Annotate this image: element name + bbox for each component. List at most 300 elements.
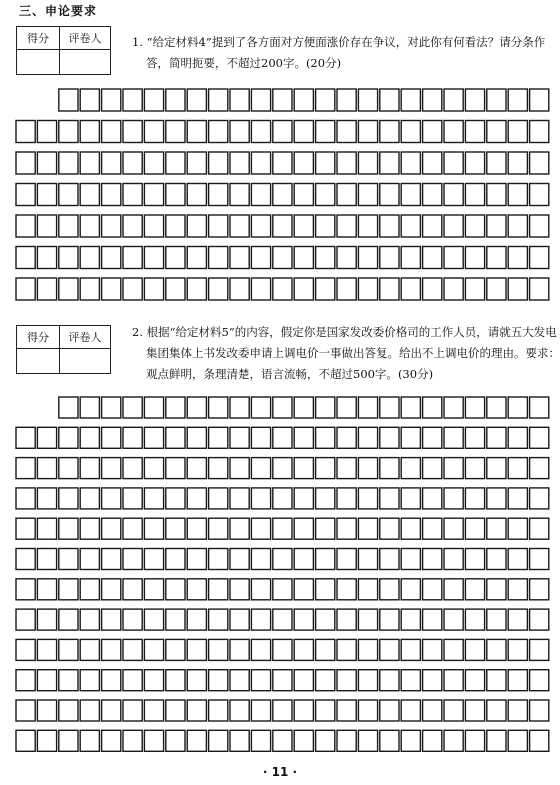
answer-cell[interactable] — [465, 89, 484, 111]
answer-cell[interactable] — [530, 579, 549, 600]
answer-cell[interactable] — [487, 670, 506, 691]
answer-cell[interactable] — [144, 730, 163, 751]
answer-cell[interactable] — [273, 215, 292, 237]
answer-cell[interactable] — [465, 215, 484, 237]
answer-cell[interactable] — [123, 152, 142, 174]
answer-cell[interactable] — [251, 518, 270, 539]
answer-cell[interactable] — [16, 579, 35, 600]
answer-cell[interactable] — [316, 278, 335, 300]
answer-cell[interactable] — [166, 579, 185, 600]
answer-cell[interactable] — [251, 730, 270, 751]
answer-cell[interactable] — [316, 121, 335, 143]
answer-cell[interactable] — [337, 152, 356, 174]
answer-cell[interactable] — [273, 609, 292, 630]
answer-cell[interactable] — [423, 247, 442, 269]
answer-cell[interactable] — [380, 427, 399, 448]
answer-cell[interactable] — [209, 609, 228, 630]
answer-cell[interactable] — [530, 278, 549, 300]
answer-cell[interactable] — [251, 215, 270, 237]
answer-cell[interactable] — [187, 397, 206, 418]
answer-cell[interactable] — [123, 549, 142, 570]
answer-cell[interactable] — [444, 579, 463, 600]
answer-cell[interactable] — [508, 121, 527, 143]
answer-cell[interactable] — [37, 278, 56, 300]
answer-cell[interactable] — [251, 278, 270, 300]
answer-cell[interactable] — [37, 639, 56, 660]
answer-cell[interactable] — [465, 247, 484, 269]
answer-cell[interactable] — [16, 121, 35, 143]
answer-cell[interactable] — [316, 670, 335, 691]
answer-cell[interactable] — [123, 397, 142, 418]
answer-cell[interactable] — [251, 89, 270, 111]
answer-cell[interactable] — [209, 247, 228, 269]
answer-cell[interactable] — [37, 730, 56, 751]
answer-cell[interactable] — [144, 639, 163, 660]
answer-cell[interactable] — [423, 397, 442, 418]
answer-cell[interactable] — [123, 488, 142, 509]
answer-cell[interactable] — [380, 121, 399, 143]
answer-cell[interactable] — [59, 427, 78, 448]
answer-cell[interactable] — [230, 639, 249, 660]
answer-cell[interactable] — [380, 730, 399, 751]
answer-cell[interactable] — [273, 427, 292, 448]
answer-cell[interactable] — [401, 730, 420, 751]
answer-cell[interactable] — [273, 458, 292, 479]
answer-cell[interactable] — [508, 488, 527, 509]
answer-cell[interactable] — [465, 579, 484, 600]
answer-cell[interactable] — [487, 121, 506, 143]
answer-cell[interactable] — [465, 639, 484, 660]
answer-cell[interactable] — [16, 215, 35, 237]
answer-cell[interactable] — [337, 427, 356, 448]
answer-cell[interactable] — [294, 549, 313, 570]
answer-cell[interactable] — [508, 518, 527, 539]
answer-cell[interactable] — [444, 397, 463, 418]
answer-cell[interactable] — [487, 579, 506, 600]
answer-cell[interactable] — [166, 670, 185, 691]
answer-cell[interactable] — [209, 730, 228, 751]
answer-cell[interactable] — [487, 215, 506, 237]
answer-cell[interactable] — [508, 278, 527, 300]
answer-cell[interactable] — [123, 89, 142, 111]
answer-cell[interactable] — [530, 670, 549, 691]
answer-cell[interactable] — [166, 639, 185, 660]
answer-cell[interactable] — [444, 247, 463, 269]
answer-cell[interactable] — [166, 730, 185, 751]
answer-cell[interactable] — [358, 458, 377, 479]
answer-cell[interactable] — [487, 397, 506, 418]
answer-cell[interactable] — [80, 89, 99, 111]
answer-cell[interactable] — [251, 549, 270, 570]
answer-cell[interactable] — [37, 427, 56, 448]
answer-cell[interactable] — [251, 152, 270, 174]
answer-cell[interactable] — [230, 730, 249, 751]
answer-cell[interactable] — [166, 215, 185, 237]
answer-cell[interactable] — [444, 278, 463, 300]
answer-cell[interactable] — [166, 89, 185, 111]
answer-cell[interactable] — [16, 427, 35, 448]
answer-cell[interactable] — [59, 549, 78, 570]
answer-cell[interactable] — [380, 549, 399, 570]
answer-cell[interactable] — [230, 427, 249, 448]
answer-cell[interactable] — [465, 397, 484, 418]
answer-cell[interactable] — [209, 458, 228, 479]
answer-cell[interactable] — [358, 247, 377, 269]
answer-cell[interactable] — [166, 247, 185, 269]
answer-cell[interactable] — [358, 278, 377, 300]
answer-cell[interactable] — [273, 518, 292, 539]
answer-cell[interactable] — [59, 121, 78, 143]
answer-cell[interactable] — [144, 458, 163, 479]
answer-cell[interactable] — [273, 549, 292, 570]
answer-cell[interactable] — [294, 121, 313, 143]
answer-cell[interactable] — [530, 458, 549, 479]
answer-cell[interactable] — [80, 278, 99, 300]
answer-cell[interactable] — [37, 518, 56, 539]
answer-cell[interactable] — [144, 700, 163, 721]
answer-cell[interactable] — [294, 518, 313, 539]
answer-cell[interactable] — [294, 278, 313, 300]
answer-cell[interactable] — [37, 247, 56, 269]
answer-cell[interactable] — [508, 89, 527, 111]
answer-cell[interactable] — [358, 609, 377, 630]
answer-cell[interactable] — [123, 121, 142, 143]
answer-cell[interactable] — [337, 215, 356, 237]
answer-cell[interactable] — [358, 639, 377, 660]
answer-cell[interactable] — [487, 549, 506, 570]
answer-cell[interactable] — [16, 458, 35, 479]
answer-cell[interactable] — [102, 609, 121, 630]
answer-cell[interactable] — [230, 89, 249, 111]
answer-cell[interactable] — [316, 700, 335, 721]
answer-cell[interactable] — [187, 247, 206, 269]
answer-cell[interactable] — [423, 639, 442, 660]
answer-cell[interactable] — [487, 488, 506, 509]
answer-cell[interactable] — [337, 700, 356, 721]
answer-cell[interactable] — [102, 397, 121, 418]
answer-cell[interactable] — [123, 609, 142, 630]
answer-cell[interactable] — [80, 579, 99, 600]
answer-cell[interactable] — [337, 549, 356, 570]
answer-cell[interactable] — [16, 730, 35, 751]
answer-cell[interactable] — [294, 488, 313, 509]
answer-cell[interactable] — [530, 152, 549, 174]
answer-cell[interactable] — [380, 700, 399, 721]
answer-cell[interactable] — [230, 397, 249, 418]
answer-cell[interactable] — [16, 549, 35, 570]
answer-cell[interactable] — [337, 609, 356, 630]
answer-cell[interactable] — [102, 730, 121, 751]
answer-cell[interactable] — [187, 670, 206, 691]
answer-cell[interactable] — [337, 247, 356, 269]
answer-cell[interactable] — [16, 184, 35, 206]
answer-cell[interactable] — [80, 215, 99, 237]
answer-cell[interactable] — [37, 121, 56, 143]
answer-cell[interactable] — [316, 639, 335, 660]
answer-cell[interactable] — [251, 609, 270, 630]
answer-cell[interactable] — [337, 397, 356, 418]
answer-cell[interactable] — [187, 89, 206, 111]
answer-cell[interactable] — [209, 89, 228, 111]
answer-cell[interactable] — [187, 278, 206, 300]
answer-cell[interactable] — [465, 518, 484, 539]
answer-cell[interactable] — [273, 184, 292, 206]
answer-cell[interactable] — [80, 670, 99, 691]
answer-cell[interactable] — [80, 458, 99, 479]
answer-cell[interactable] — [80, 247, 99, 269]
answer-cell[interactable] — [123, 579, 142, 600]
answer-cell[interactable] — [530, 397, 549, 418]
answer-cell[interactable] — [444, 639, 463, 660]
answer-cell[interactable] — [273, 121, 292, 143]
answer-cell[interactable] — [209, 215, 228, 237]
answer-cell[interactable] — [251, 579, 270, 600]
answer-cell[interactable] — [209, 700, 228, 721]
answer-cell[interactable] — [251, 184, 270, 206]
answer-cell[interactable] — [251, 639, 270, 660]
answer-cell[interactable] — [423, 427, 442, 448]
answer-cell[interactable] — [187, 215, 206, 237]
answer-cell[interactable] — [144, 609, 163, 630]
answer-cell[interactable] — [59, 397, 78, 418]
answer-cell[interactable] — [423, 278, 442, 300]
answer-cell[interactable] — [508, 397, 527, 418]
answer-cell[interactable] — [358, 670, 377, 691]
answer-cell[interactable] — [465, 427, 484, 448]
answer-cell[interactable] — [102, 549, 121, 570]
answer-cell[interactable] — [37, 670, 56, 691]
answer-cell[interactable] — [251, 427, 270, 448]
answer-cell[interactable] — [102, 427, 121, 448]
answer-cell[interactable] — [487, 89, 506, 111]
answer-cell[interactable] — [80, 427, 99, 448]
answer-cell[interactable] — [209, 488, 228, 509]
answer-cell[interactable] — [187, 609, 206, 630]
answer-cell[interactable] — [487, 278, 506, 300]
answer-cell[interactable] — [465, 184, 484, 206]
answer-cell[interactable] — [59, 458, 78, 479]
answer-cell[interactable] — [187, 458, 206, 479]
answer-cell[interactable] — [401, 518, 420, 539]
answer-cell[interactable] — [187, 730, 206, 751]
answer-cell[interactable] — [508, 152, 527, 174]
answer-cell[interactable] — [487, 518, 506, 539]
answer-cell[interactable] — [273, 639, 292, 660]
answer-cell[interactable] — [530, 89, 549, 111]
answer-cell[interactable] — [508, 458, 527, 479]
answer-cell[interactable] — [16, 639, 35, 660]
answer-cell[interactable] — [102, 184, 121, 206]
answer-cell[interactable] — [80, 518, 99, 539]
answer-cell[interactable] — [508, 549, 527, 570]
answer-cell[interactable] — [209, 518, 228, 539]
answer-cell[interactable] — [209, 579, 228, 600]
answer-cell[interactable] — [294, 579, 313, 600]
answer-cell[interactable] — [294, 639, 313, 660]
answer-cell[interactable] — [316, 549, 335, 570]
answer-cell[interactable] — [380, 215, 399, 237]
answer-cell[interactable] — [251, 700, 270, 721]
answer-cell[interactable] — [294, 458, 313, 479]
answer-cell[interactable] — [80, 152, 99, 174]
answer-cell[interactable] — [316, 609, 335, 630]
answer-cell[interactable] — [102, 700, 121, 721]
answer-cell[interactable] — [209, 549, 228, 570]
answer-cell[interactable] — [380, 458, 399, 479]
answer-cell[interactable] — [508, 700, 527, 721]
answer-cell[interactable] — [80, 609, 99, 630]
answer-cell[interactable] — [337, 730, 356, 751]
answer-cell[interactable] — [316, 458, 335, 479]
answer-cell[interactable] — [273, 488, 292, 509]
answer-cell[interactable] — [102, 458, 121, 479]
answer-cell[interactable] — [166, 518, 185, 539]
answer-cell[interactable] — [508, 670, 527, 691]
answer-cell[interactable] — [144, 184, 163, 206]
answer-cell[interactable] — [358, 730, 377, 751]
answer-cell[interactable] — [144, 488, 163, 509]
answer-cell[interactable] — [337, 278, 356, 300]
answer-cell[interactable] — [59, 89, 78, 111]
answer-cell[interactable] — [230, 152, 249, 174]
answer-cell[interactable] — [251, 247, 270, 269]
answer-cell[interactable] — [465, 152, 484, 174]
answer-cell[interactable] — [102, 152, 121, 174]
answer-cell[interactable] — [423, 458, 442, 479]
answer-cell[interactable] — [530, 247, 549, 269]
answer-cell[interactable] — [465, 278, 484, 300]
answer-cell[interactable] — [465, 609, 484, 630]
answer-cell[interactable] — [401, 549, 420, 570]
answer-cell[interactable] — [530, 700, 549, 721]
answer-cell[interactable] — [444, 121, 463, 143]
answer-cell[interactable] — [465, 700, 484, 721]
answer-cell[interactable] — [166, 184, 185, 206]
answer-cell[interactable] — [380, 397, 399, 418]
answer-cell[interactable] — [508, 609, 527, 630]
answer-cell[interactable] — [230, 670, 249, 691]
answer-cell[interactable] — [465, 670, 484, 691]
answer-cell[interactable] — [102, 579, 121, 600]
answer-cell[interactable] — [37, 152, 56, 174]
answer-cell[interactable] — [294, 89, 313, 111]
answer-cell[interactable] — [144, 152, 163, 174]
answer-cell[interactable] — [380, 247, 399, 269]
answer-cell[interactable] — [80, 549, 99, 570]
answer-cell[interactable] — [59, 184, 78, 206]
answer-cell[interactable] — [166, 488, 185, 509]
answer-cell[interactable] — [166, 609, 185, 630]
answer-cell[interactable] — [487, 184, 506, 206]
answer-cell[interactable] — [102, 247, 121, 269]
answer-cell[interactable] — [273, 730, 292, 751]
answer-cell[interactable] — [401, 488, 420, 509]
answer-cell[interactable] — [273, 579, 292, 600]
answer-cell[interactable] — [294, 427, 313, 448]
answer-cell[interactable] — [16, 152, 35, 174]
answer-cell[interactable] — [358, 427, 377, 448]
answer-cell[interactable] — [508, 247, 527, 269]
answer-cell[interactable] — [166, 427, 185, 448]
answer-cell[interactable] — [144, 670, 163, 691]
answer-cell[interactable] — [59, 609, 78, 630]
answer-cell[interactable] — [401, 579, 420, 600]
answer-cell[interactable] — [337, 89, 356, 111]
answer-cell[interactable] — [123, 518, 142, 539]
answer-cell[interactable] — [123, 458, 142, 479]
answer-cell[interactable] — [16, 247, 35, 269]
answer-cell[interactable] — [102, 488, 121, 509]
answer-cell[interactable] — [209, 121, 228, 143]
answer-cell[interactable] — [16, 609, 35, 630]
answer-cell[interactable] — [273, 278, 292, 300]
answer-cell[interactable] — [423, 609, 442, 630]
answer-cell[interactable] — [230, 609, 249, 630]
answer-cell[interactable] — [187, 518, 206, 539]
answer-cell[interactable] — [144, 278, 163, 300]
answer-cell[interactable] — [16, 488, 35, 509]
answer-cell[interactable] — [294, 700, 313, 721]
answer-cell[interactable] — [209, 639, 228, 660]
answer-cell[interactable] — [530, 427, 549, 448]
answer-cell[interactable] — [316, 730, 335, 751]
answer-cell[interactable] — [401, 427, 420, 448]
answer-cell[interactable] — [37, 609, 56, 630]
answer-cell[interactable] — [294, 397, 313, 418]
answer-cell[interactable] — [508, 639, 527, 660]
answer-cell[interactable] — [123, 427, 142, 448]
answer-cell[interactable] — [337, 184, 356, 206]
answer-cell[interactable] — [530, 215, 549, 237]
answer-cell[interactable] — [337, 488, 356, 509]
answer-cell[interactable] — [80, 488, 99, 509]
answer-cell[interactable] — [273, 670, 292, 691]
answer-cell[interactable] — [423, 152, 442, 174]
answer-cell[interactable] — [59, 215, 78, 237]
answer-cell[interactable] — [401, 89, 420, 111]
answer-cell[interactable] — [144, 247, 163, 269]
answer-cell[interactable] — [123, 670, 142, 691]
answer-cell[interactable] — [230, 184, 249, 206]
answer-cell[interactable] — [508, 184, 527, 206]
answer-cell[interactable] — [380, 488, 399, 509]
answer-cell[interactable] — [337, 518, 356, 539]
answer-cell[interactable] — [59, 700, 78, 721]
answer-cell[interactable] — [444, 700, 463, 721]
answer-cell[interactable] — [16, 278, 35, 300]
answer-cell[interactable] — [487, 427, 506, 448]
answer-cell[interactable] — [401, 152, 420, 174]
answer-cell[interactable] — [209, 397, 228, 418]
answer-cell[interactable] — [16, 670, 35, 691]
answer-cell[interactable] — [123, 184, 142, 206]
answer-cell[interactable] — [230, 488, 249, 509]
answer-cell[interactable] — [380, 89, 399, 111]
answer-cell[interactable] — [273, 247, 292, 269]
answer-cell[interactable] — [316, 184, 335, 206]
answer-cell[interactable] — [123, 247, 142, 269]
answer-cell[interactable] — [37, 458, 56, 479]
answer-cell[interactable] — [487, 609, 506, 630]
answer-cell[interactable] — [358, 700, 377, 721]
answer-cell[interactable] — [209, 152, 228, 174]
answer-cell[interactable] — [80, 184, 99, 206]
answer-cell[interactable] — [209, 184, 228, 206]
answer-cell[interactable] — [358, 488, 377, 509]
answer-cell[interactable] — [316, 247, 335, 269]
answer-cell[interactable] — [380, 579, 399, 600]
answer-cell[interactable] — [59, 518, 78, 539]
